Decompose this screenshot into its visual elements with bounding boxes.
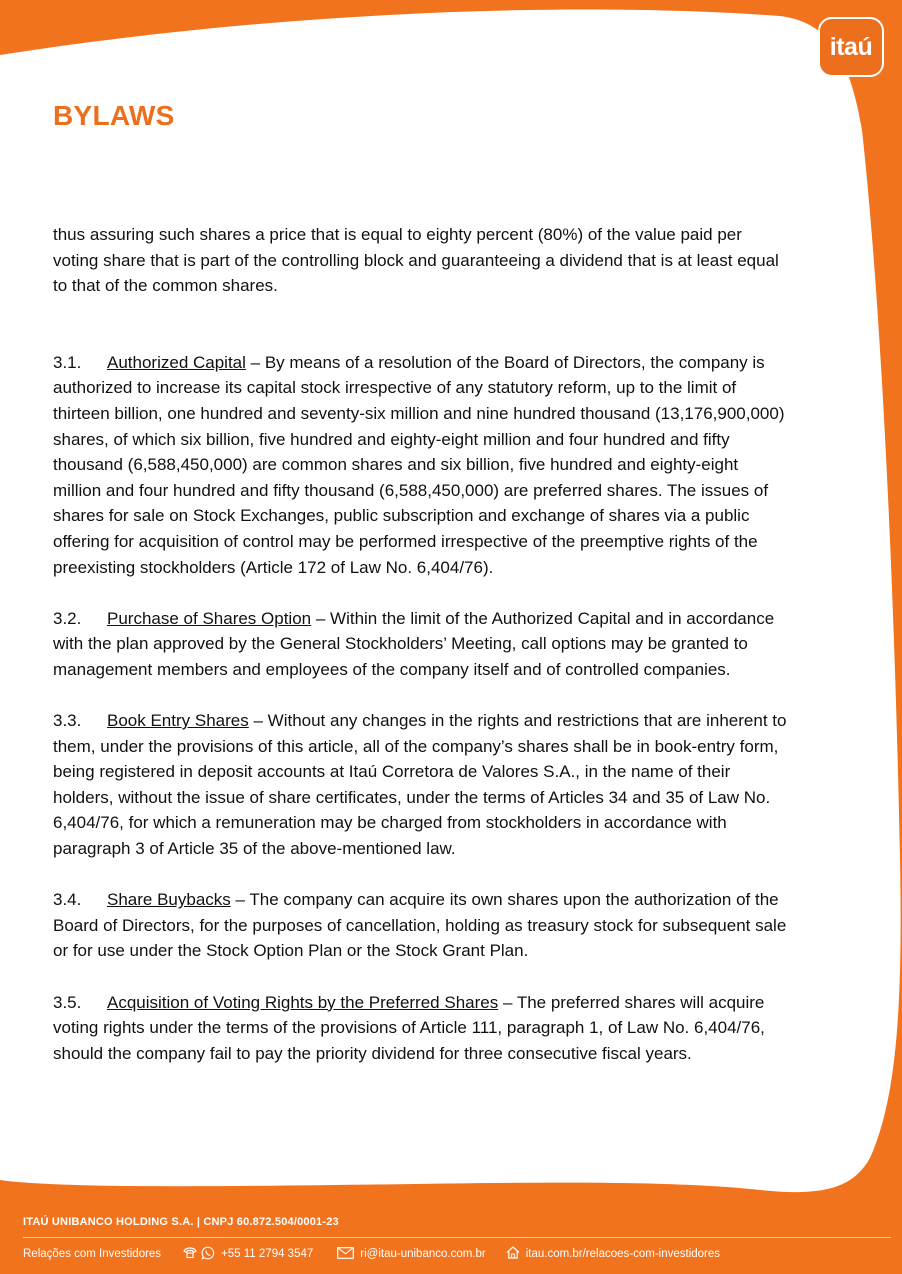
clause-3-2 [53,606,788,683]
contact-row [23,1246,893,1262]
email-address: ri@itau-unibanco.com.br [360,1248,486,1260]
clause-number: 3.5. [53,992,82,1012]
page-title: BYLAWS [53,100,175,131]
clause-heading: Acquisition of Voting Rights by the Preferred Shares [107,992,499,1012]
email-contact[interactable] [337,1247,485,1262]
phone-number: +55 11 2794 3547 [221,1248,314,1260]
footer-divider [23,1237,891,1238]
document-body [53,222,788,1092]
clause-number: 3.2. [53,608,82,628]
clause-heading: Authorized Capital [107,352,246,372]
clause-text: – By means of a resolution of the Board of Directors, the company is authorized to increase its capital stock irrespective of any statutory reform, up to the limit of thirteen billion, one hundred and seventy-six million and nine hundred thousand (13,176,900,000) shares, of which six billion, five hundred and eighty-eight million and four hundred and fifty thousand (6,588,450,000) are common shares and six billion, five hundred and eighty-eight million and four hundred and fifty thousand (6,588,450,000) are preferred shares. The issues of shares for sale on Stock Exchanges, public subscription and exchange of shares via a public offering for acquisition of control may be performed irrespective of the preemptive rights of the preexisting stockholders (Article 172 of Law No. 6,404/76). [53,352,785,577]
phone-icon [183,1246,197,1262]
clause-3-1 [53,350,788,580]
clause-3-4 [53,887,788,964]
clause-heading: Purchase of Shares Option [107,608,312,628]
investor-relations-label: Relações com Investidores [23,1248,162,1260]
company-info: ITAÚ UNIBANCO HOLDING S.A. | CNPJ 60.872.504/0001-23 [23,1216,339,1228]
clause-text: – The company can acquire its own shares upon the authorization of the Board of Directors, for the purposes of cancellation, holding as treasury stock for subsequent sale or for use under the Stock Option Plan or the Stock Grant Plan. [53,890,787,961]
email-icon [337,1247,354,1262]
website-link[interactable] [506,1246,720,1262]
clause-heading: Share Buybacks [107,890,231,910]
clause-text: – The preferred shares will acquire voting rights under the terms of the provisions of Article 111, paragraph 1, of Law No. 6,404/76, should the company fail to pay the priority dividend for three consecutive fiscal years. [53,992,765,1063]
clause-number: 3.4. [53,890,82,910]
website-url: itau.com.br/relacoes-com-investidores [525,1248,721,1260]
itau-logo: itaú [818,17,884,77]
clause-3-5 [53,990,788,1067]
clause-text: – Within the limit of the Authorized Capital and in accordance with the plan approved by the General Stockholders’ Meeting, call options may be granted to management members and employees of the company itself and of controlled companies. [53,608,775,679]
home-icon [506,1246,520,1262]
intro-paragraph: thus assuring such shares a price that is equal to eighty percent (80%) of the value paid per voting share that is part of the controlling block and guaranteeing a dividend that is at least equal to that of the common shares. [53,225,779,296]
whatsapp-icon [201,1246,215,1263]
phone-contact[interactable] [183,1246,313,1263]
clause-number: 3.1. [53,352,82,372]
clause-number: 3.3. [53,711,82,731]
clause-3-3 [53,708,788,862]
footer [0,1200,902,1274]
clause-text: – Without any changes in the rights and restrictions that are inherent to them, under the provisions of this article, all of the company’s shares shall be in book-entry form, being registered in deposit accounts at Itaú Corretora de Valores S.A., in the name of their holders, without the issue of share certificates, under the terms of Articles 34 and 35 of Law No. 6,404/76, for which a remuneration may be charged from stockholders in accordance with paragraph 3 of Article 35 of the above-mentioned law. [53,711,787,859]
clause-heading: Book Entry Shares [107,711,249,731]
